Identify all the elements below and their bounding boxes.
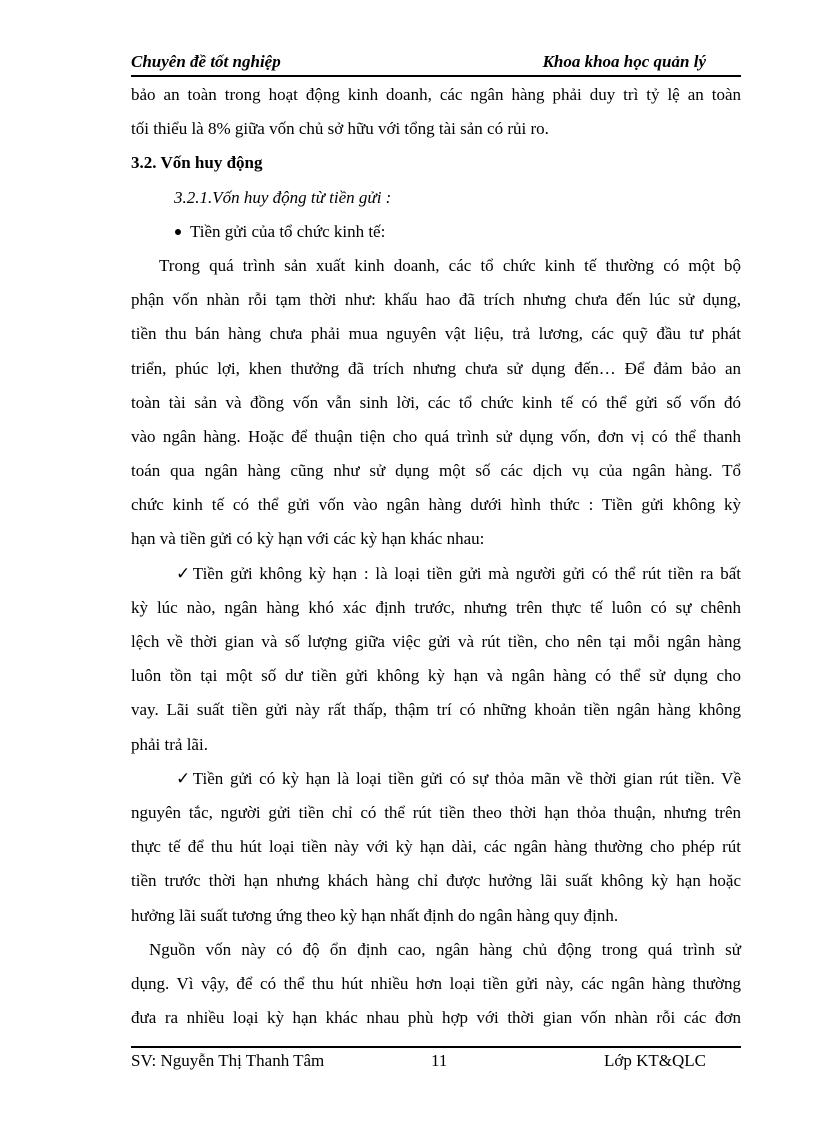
text-line: toàn tài sản và đồng vốn vẫn sinh lời, các tổ chức kinh tế có thể gửi số vốn đó bbox=[131, 392, 741, 412]
text-line: hạn và tiền gửi có kỳ hạn với các kỳ hạn khác nhau: bbox=[131, 529, 485, 549]
bullet-dot-icon bbox=[175, 229, 181, 235]
text-line: tiền thu bán hàng chưa phải mua nguyên vật liệu, trả lương, các quỹ đầu tư phát bbox=[131, 324, 741, 344]
text-line: toán qua ngân hàng cũng như sử dụng một số các dịch vụ của ngân hàng. Tổ bbox=[131, 461, 741, 481]
text-line: vào ngân hàng. Hoặc để thuận tiện cho quá trình sử dụng vốn, đơn vị có thể thanh bbox=[131, 426, 741, 446]
text-line: vay. Lãi suất tiền gửi này rất thấp, thậm trí có những khoản tiền ngân hàng không bbox=[131, 700, 741, 720]
text-line: luôn tồn tại một số dư tiền gửi không kỳ hạn và ngân hàng có thể sử dụng cho bbox=[131, 666, 741, 686]
text-line: tiền trước thời hạn nhưng khách hàng chỉ được hưởng lãi suất không kỳ hạn hoặc bbox=[131, 871, 741, 891]
paragraph-first-line: Trong quá trình sản xuất kinh doanh, các tổ chức kinh tế thường có một bộ bbox=[159, 255, 741, 275]
header-title-right: Khoa khoa học quản lý bbox=[542, 52, 706, 71]
text-line: bảo an toàn trong hoạt động kinh doanh, các ngân hàng phải duy trì tỷ lệ an toàn bbox=[131, 85, 741, 104]
header-rule bbox=[131, 75, 741, 77]
page-footer bbox=[131, 1046, 741, 1076]
text-line: dụng. Vì vậy, để có thể thu hút nhiều hơn loại tiền gửi này, các ngân hàng thường bbox=[131, 973, 741, 993]
footer-class: Lớp KT&QLC bbox=[603, 1051, 706, 1070]
text-line: thực tế để thu hút loại tiền này với kỳ hạn dài, các ngân hàng thường cho phép rút bbox=[131, 837, 741, 857]
text-line: tối thiểu là 8% giữa vốn chủ sở hữu với tổng tài sản có rủi ro. bbox=[131, 119, 549, 139]
header-title-left: Chuyên đề tốt nghiệp bbox=[131, 52, 281, 71]
footer-author: SV: Nguyễn Thị Thanh Tâm bbox=[131, 1051, 325, 1070]
text-line: phải trả lãi. bbox=[131, 734, 208, 754]
paragraph-first-line: Nguồn vốn này có độ ổn định cao, ngân hàng chủ động trong quá trình sử bbox=[149, 939, 741, 959]
text-line: nguyên tắc, người gửi tiền chỉ có thể rút tiền theo thời hạn thỏa thuận, nhưng trên bbox=[131, 802, 741, 822]
text-line: hưởng lãi suất tương ứng theo kỳ hạn nhất định do ngân hàng quy định. bbox=[131, 905, 619, 925]
bullet-item bbox=[131, 215, 741, 249]
text-line: lệch về thời gian và số lượng giữa việc gửi và rút tiền, cho nên tại mỗi ngân hàng bbox=[131, 632, 741, 651]
subsection-heading: 3.2.1.Vốn huy động từ tiền gửi : bbox=[174, 187, 392, 207]
check-item-first-line: ✓Tiền gửi có kỳ hạn là loại tiền gửi có sự thỏa mãn về thời gian rút tiền. Về bbox=[176, 768, 741, 788]
page-number: 11 bbox=[431, 1051, 448, 1070]
text-line: triển, phúc lợi, khen thưởng đã trích nhưng chưa sử dụng đến… Để đảm bảo an bbox=[131, 358, 741, 378]
page-header bbox=[131, 52, 741, 76]
document-body bbox=[131, 78, 741, 1035]
check-item-first-line: ✓Tiền gửi không kỳ hạn : là loại tiền gửi mà người gửi có thể rút tiền ra bất bbox=[176, 563, 741, 583]
text-line: kỳ lúc nào, ngân hàng khó xác định trước, nhưng trên thực tế luôn có sự chênh bbox=[131, 597, 741, 617]
footer-rule bbox=[131, 1046, 741, 1048]
text-line: phận vốn nhàn rỗi tạm thời như: khấu hao đã trích nhưng chưa đến lúc sử dụng, bbox=[131, 290, 741, 310]
text-line: chức kinh tế có thể gửi vốn vào ngân hàng dưới hình thức : Tiền gửi không kỳ bbox=[131, 495, 741, 515]
section-heading: 3.2. Vốn huy động bbox=[131, 153, 263, 173]
bullet-text: Tiền gửi của tổ chức kinh tế: bbox=[190, 221, 386, 241]
text-line: đưa ra nhiều loại kỳ hạn khác nhau phù hợp với thời gian vốn nhàn rỗi các đơn bbox=[131, 1008, 741, 1028]
